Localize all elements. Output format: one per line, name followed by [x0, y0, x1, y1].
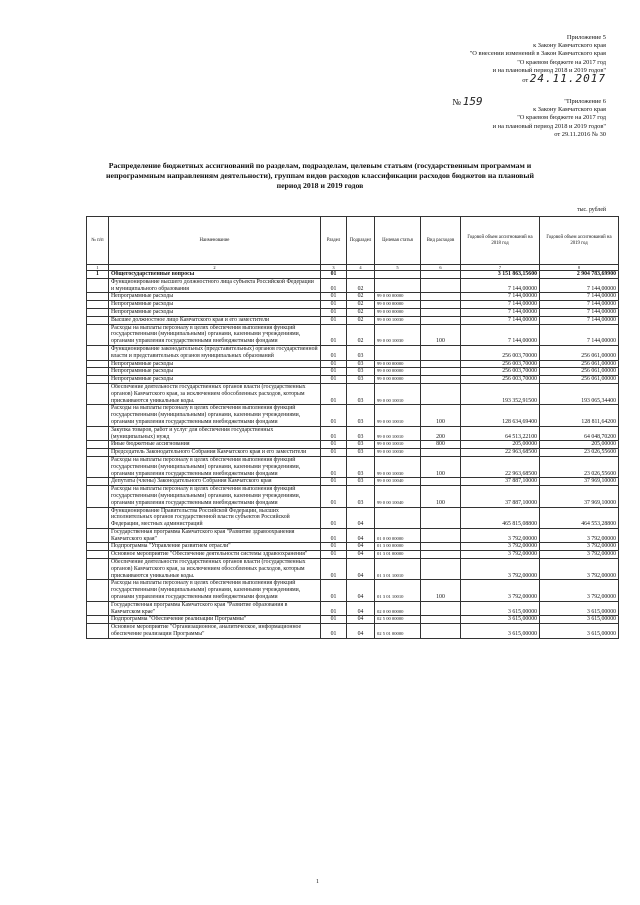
cell-expense-type — [421, 383, 461, 404]
cell-expense-type: 100 — [421, 405, 461, 426]
cell-volume-2018: 7 144,00000 — [461, 324, 540, 345]
appendix-header — [470, 34, 606, 85]
cell-volume-2019: 205,00000 — [540, 441, 619, 449]
table-row — [87, 405, 619, 426]
cell-target-item: 99 0 00 10010 — [375, 441, 421, 449]
cell-expense-type — [421, 559, 461, 580]
cell-volume-2018: 22 963,68500 — [461, 449, 540, 457]
cell-row-number — [87, 528, 109, 543]
cell-name: Государственная программа Камчатского края "Развитие здравоохранения Камчатского края" — [109, 528, 321, 543]
cell-volume-2019: 256 061,00000 — [540, 376, 619, 384]
cell-section: 01 — [321, 601, 347, 616]
cell-section: 01 — [321, 271, 347, 279]
cell-row-number — [87, 308, 109, 316]
cell-expense-type — [421, 293, 461, 301]
table-row — [87, 624, 619, 639]
appendix-header-line: Приложение 5 — [566, 34, 606, 41]
cell-volume-2019: 23 026,55600 — [540, 456, 619, 477]
header-section: Раздел — [321, 217, 347, 265]
cell-subsection: 03 — [347, 405, 375, 426]
cell-subsection: 03 — [347, 456, 375, 477]
cell-volume-2019: 464 553,28800 — [540, 507, 619, 528]
cell-subsection: 04 — [347, 559, 375, 580]
cell-expense-type — [421, 543, 461, 551]
cell-expense-type: 100 — [421, 486, 461, 507]
cell-row-number — [87, 301, 109, 309]
cell-volume-2019: 256 061,00000 — [540, 360, 619, 368]
cell-volume-2018: 3 792,00000 — [461, 543, 540, 551]
cell-volume-2018: 7 144,00000 — [461, 308, 540, 316]
cell-section: 01 — [321, 486, 347, 507]
handwritten-number: 159 — [462, 95, 483, 108]
table-row — [87, 449, 619, 457]
appendix-header-line: "О краевом бюджете на 2017 год — [517, 58, 606, 66]
cell-expense-type: 100 — [421, 580, 461, 601]
cell-volume-2019: 2 904 783,69900 — [540, 271, 619, 279]
cell-subsection: 04 — [347, 601, 375, 616]
cell-row-number — [87, 551, 109, 559]
cell-target-item: 01 3 01 10010 — [375, 580, 421, 601]
cell-subsection: 02 — [347, 301, 375, 309]
cell-volume-2019: 193 065,34400 — [540, 383, 619, 404]
cell-section: 01 — [321, 543, 347, 551]
cell-volume-2019: 7 144,00000 — [540, 324, 619, 345]
cell-row-number — [87, 278, 109, 293]
cell-section: 01 — [321, 456, 347, 477]
cell-volume-2018: 205,00000 — [461, 441, 540, 449]
cell-volume-2018: 3 615,00000 — [461, 616, 540, 624]
cell-row-number — [87, 376, 109, 384]
cell-name: Расходы на выплаты персоналу в целях обеспечения выполнения функций государственными (муниципальными) органами, казенными учреждениями, органами управления государственными внебюджетными фондами — [109, 486, 321, 507]
cell-expense-type — [421, 368, 461, 376]
column-index: 4 — [347, 265, 375, 271]
previous-appendix-header-line: к Закону Камчатского края — [533, 106, 606, 114]
cell-name: Расходы на выплаты персоналу в целях обеспечения выполнения функций государственными (муниципальными) органами, казенными учреждениями, органами управления государственными внебюджетными фондами — [109, 456, 321, 477]
column-index: 7 — [461, 265, 540, 271]
cell-volume-2019: 7 144,00000 — [540, 301, 619, 309]
cell-expense-type — [421, 316, 461, 324]
cell-section: 01 — [321, 624, 347, 639]
cell-subsection: 03 — [347, 368, 375, 376]
cell-target-item: 02 5 01 00000 — [375, 624, 421, 639]
cell-target-item — [375, 278, 421, 293]
cell-section: 01 — [321, 507, 347, 528]
cell-row-number — [87, 316, 109, 324]
cell-expense-type — [421, 376, 461, 384]
cell-section: 01 — [321, 405, 347, 426]
page-number: 1 — [316, 879, 319, 885]
cell-name: Общегосударственные вопросы — [109, 271, 321, 279]
cell-name: Депутаты (члены) Законодательного Собрания Камчатского края — [109, 478, 321, 486]
cell-row-number — [87, 441, 109, 449]
cell-volume-2019: 64 048,70200 — [540, 426, 619, 441]
cell-section: 01 — [321, 316, 347, 324]
cell-name: Обеспечение деятельности государственных органов власти (государственных органов) Камчатского края, за исключением обособленных расходов, которым присваиваются уникальные коды. — [109, 559, 321, 580]
cell-target-item: 02 5 00 00000 — [375, 616, 421, 624]
cell-volume-2019: 3 792,00000 — [540, 559, 619, 580]
cell-name: Расходы на выплаты персоналу в целях обеспечения выполнения функций государственными (муниципальными) органами, казенными учреждениями, органами управления государственными внебюджетными фондами — [109, 580, 321, 601]
cell-section: 01 — [321, 383, 347, 404]
table-row — [87, 543, 619, 551]
cell-expense-type: 100 — [421, 456, 461, 477]
cell-target-item — [375, 507, 421, 528]
cell-expense-type — [421, 507, 461, 528]
cell-target-item: 99 0 00 10040 — [375, 478, 421, 486]
cell-expense-type — [421, 601, 461, 616]
header-volume-2018: Годовой объем ассигнований на 2018 год — [461, 217, 540, 265]
cell-expense-type — [421, 624, 461, 639]
cell-target-item: 99 0 00 10010 — [375, 383, 421, 404]
cell-expense-type: 800 — [421, 441, 461, 449]
cell-expense-type — [421, 301, 461, 309]
cell-expense-type — [421, 308, 461, 316]
appendix-header-line: к Закону Камчатского края — [533, 42, 606, 50]
cell-volume-2018: 465 815,08800 — [461, 507, 540, 528]
cell-subsection: 04 — [347, 543, 375, 551]
cell-target-item: 01 3 00 00000 — [375, 543, 421, 551]
cell-volume-2019: 3 792,00000 — [540, 543, 619, 551]
cell-expense-type — [421, 551, 461, 559]
cell-row-number — [87, 360, 109, 368]
cell-name: Непрограммные расходы — [109, 293, 321, 301]
cell-target-item — [375, 271, 421, 279]
cell-target-item: 01 3 01 10010 — [375, 559, 421, 580]
cell-subsection: 04 — [347, 616, 375, 624]
table-row — [87, 360, 619, 368]
cell-expense-type: 100 — [421, 324, 461, 345]
cell-subsection: 03 — [347, 345, 375, 360]
table-row — [87, 368, 619, 376]
cell-volume-2019: 7 144,00000 — [540, 308, 619, 316]
cell-volume-2018: 7 144,00000 — [461, 301, 540, 309]
cell-row-number — [87, 559, 109, 580]
cell-volume-2018: 3 151 863,15600 — [461, 271, 540, 279]
cell-section: 01 — [321, 278, 347, 293]
cell-name: Подпрограмма "Обеспечение реализации Программы" — [109, 616, 321, 624]
cell-section: 01 — [321, 301, 347, 309]
header-target-item: Целевая статья — [375, 217, 421, 265]
cell-section: 01 — [321, 441, 347, 449]
previous-appendix-header-line: "О краевом бюджете на 2017 год — [517, 114, 606, 122]
cell-subsection: 04 — [347, 551, 375, 559]
cell-volume-2018: 3 792,00000 — [461, 580, 540, 601]
cell-subsection: 04 — [347, 580, 375, 601]
cell-target-item: 99 0 00 00000 — [375, 360, 421, 368]
cell-section: 01 — [321, 376, 347, 384]
cell-name: Подпрограмма "Управление развитием отрасли" — [109, 543, 321, 551]
handwritten-date: 24.11.2017 — [529, 72, 606, 86]
cell-volume-2019: 3 615,00000 — [540, 616, 619, 624]
cell-row-number — [87, 456, 109, 477]
cell-name: Функционирование законодательных (представительных) органов государственной власти и представительных органов муниципальных образований — [109, 345, 321, 360]
table-row — [87, 528, 619, 543]
cell-row-number — [87, 405, 109, 426]
cell-row-number: 1 — [87, 271, 109, 279]
table-row — [87, 271, 619, 279]
cell-row-number — [87, 543, 109, 551]
cell-volume-2019: 7 144,00000 — [540, 316, 619, 324]
table-row — [87, 559, 619, 580]
cell-subsection: 03 — [347, 360, 375, 368]
cell-target-item: 99 0 00 10030 — [375, 449, 421, 457]
cell-name: Иные бюджетные ассигнования — [109, 441, 321, 449]
cell-name: Расходы на выплаты персоналу в целях обеспечения выполнения функций государственными (муниципальными) органами, казенными учреждениями, органами управления государственными внебюджетными фондами — [109, 324, 321, 345]
previous-appendix-header — [452, 95, 606, 139]
header-volume-2019: Годовой объем ассигнований на 2019 год — [540, 217, 619, 265]
cell-volume-2019: 3 792,00000 — [540, 580, 619, 601]
cell-volume-2018: 3 792,00000 — [461, 559, 540, 580]
cell-target-item: 99 0 00 00000 — [375, 368, 421, 376]
cell-row-number — [87, 368, 109, 376]
cell-name: Председатель Законодательного Собрания Камчатского края и его заместители — [109, 449, 321, 457]
cell-subsection: 02 — [347, 316, 375, 324]
cell-section: 01 — [321, 559, 347, 580]
previous-appendix-header-line: от 29.11.2016 № 30 — [554, 130, 606, 138]
cell-name: Закупка товаров, работ и услуг для обеспечения государственных (муниципальных) нужд — [109, 426, 321, 441]
cell-subsection: 04 — [347, 624, 375, 639]
cell-subsection: 03 — [347, 441, 375, 449]
appendix-header-line: "О внесении изменений в Закон Камчатского края — [469, 50, 606, 58]
table-row — [87, 316, 619, 324]
cell-subsection: 02 — [347, 324, 375, 345]
cell-row-number — [87, 383, 109, 404]
cell-name: Расходы на выплаты персоналу в целях обеспечения выполнения функций государственными (муниципальными) органами, казенными учреждениями, органами управления государственными внебюджетными фондами — [109, 405, 321, 426]
cell-section: 01 — [321, 368, 347, 376]
cell-row-number — [87, 507, 109, 528]
column-index: 5 — [375, 265, 421, 271]
cell-name: Основное мероприятие "Обеспечение деятельности системы здравоохранения" — [109, 551, 321, 559]
cell-expense-type — [421, 360, 461, 368]
cell-expense-type — [421, 345, 461, 360]
cell-name: Непрограммные расходы — [109, 360, 321, 368]
cell-volume-2019: 3 792,00000 — [540, 551, 619, 559]
cell-row-number — [87, 624, 109, 639]
cell-subsection: 02 — [347, 293, 375, 301]
cell-expense-type — [421, 271, 461, 279]
number-sign: № — [452, 97, 461, 107]
cell-volume-2018: 3 615,00000 — [461, 601, 540, 616]
cell-volume-2018: 7 144,00000 — [461, 293, 540, 301]
cell-name: Высшее должностное лицо Камчатского края и его заместители — [109, 316, 321, 324]
cell-name: Обеспечение деятельности государственных органов власти (государственных органов) Камчатского края, за исключением обособленных расходов, которым присваиваются уникальные коды. — [109, 383, 321, 404]
table-row — [87, 601, 619, 616]
law-date-stamp — [470, 72, 606, 86]
cell-volume-2019: 3 792,00000 — [540, 528, 619, 543]
table-row — [87, 580, 619, 601]
cell-volume-2018: 7 144,00000 — [461, 316, 540, 324]
cell-section: 01 — [321, 426, 347, 441]
column-index: 1 — [87, 265, 109, 271]
cell-volume-2019: 256 061,00000 — [540, 368, 619, 376]
table-row — [87, 324, 619, 345]
table-row — [87, 478, 619, 486]
table-row — [87, 507, 619, 528]
table-row — [87, 551, 619, 559]
cell-section: 01 — [321, 616, 347, 624]
header-number: № п/п — [87, 217, 109, 265]
column-index: 6 — [421, 265, 461, 271]
cell-volume-2018: 7 144,00000 — [461, 278, 540, 293]
table-row — [87, 616, 619, 624]
cell-volume-2018: 256 003,70000 — [461, 360, 540, 368]
units-label: тыс. рублей — [577, 207, 606, 213]
cell-expense-type — [421, 616, 461, 624]
cell-name: Функционирование высшего должностного лица субъекта Российской Федерации и муниципального образования — [109, 278, 321, 293]
cell-name: Государственная программа Камчатского края "Развитие образования в Камчатском крае" — [109, 601, 321, 616]
table-row — [87, 441, 619, 449]
cell-section: 01 — [321, 308, 347, 316]
cell-subsection: 03 — [347, 376, 375, 384]
cell-subsection: 03 — [347, 426, 375, 441]
cell-row-number — [87, 601, 109, 616]
cell-target-item: 99 0 00 00000 — [375, 308, 421, 316]
cell-expense-type — [421, 449, 461, 457]
table-row — [87, 383, 619, 404]
cell-name: Непрограммные расходы — [109, 368, 321, 376]
cell-volume-2018: 3 615,00000 — [461, 624, 540, 639]
document-title: Распределение бюджетных ассигнований по разделам, подразделам, целевым статьям (государственным программам и непрограммным направлениям деятельности), группам видов расходов классификации расходов бюджетов на плановый период 2018 и 2019 годов — [106, 161, 534, 190]
cell-target-item: 99 0 00 00000 — [375, 301, 421, 309]
cell-expense-type: 200 — [421, 426, 461, 441]
cell-target-item: 99 0 00 00000 — [375, 376, 421, 384]
cell-row-number — [87, 426, 109, 441]
table-row — [87, 278, 619, 293]
cell-target-item: 99 0 00 10010 — [375, 426, 421, 441]
cell-volume-2018: 256 003,70000 — [461, 345, 540, 360]
cell-subsection: 03 — [347, 383, 375, 404]
cell-row-number — [87, 324, 109, 345]
cell-name: Основное мероприятие "Организационное, аналитическое, информационное обеспечение реализации Программы" — [109, 624, 321, 639]
cell-subsection — [347, 271, 375, 279]
table-row — [87, 301, 619, 309]
cell-row-number — [87, 580, 109, 601]
table-row — [87, 345, 619, 360]
cell-volume-2018: 256 003,70000 — [461, 368, 540, 376]
cell-section: 01 — [321, 528, 347, 543]
cell-volume-2019: 3 615,00000 — [540, 601, 619, 616]
cell-target-item: 01 3 01 00000 — [375, 551, 421, 559]
cell-row-number — [87, 345, 109, 360]
cell-target-item: 99 0 00 10030 — [375, 316, 421, 324]
cell-name: Функционирование Правительства Российской Федерации, высших исполнительных органов государственной власти субъектов Российской Федерации, местных администраций — [109, 507, 321, 528]
table-row — [87, 426, 619, 441]
cell-subsection: 02 — [347, 278, 375, 293]
cell-volume-2018: 3 792,00000 — [461, 528, 540, 543]
previous-appendix-header-line: "Приложение 6 — [564, 98, 606, 105]
law-number — [452, 95, 488, 108]
cell-subsection: 02 — [347, 308, 375, 316]
cell-row-number — [87, 449, 109, 457]
table-row — [87, 376, 619, 384]
cell-volume-2018: 22 963,68500 — [461, 456, 540, 477]
cell-section: 01 — [321, 478, 347, 486]
cell-row-number — [87, 486, 109, 507]
cell-target-item: 99 0 00 00000 — [375, 293, 421, 301]
header-name: Наименование — [109, 217, 321, 265]
cell-subsection: 03 — [347, 486, 375, 507]
cell-section: 01 — [321, 345, 347, 360]
cell-volume-2018: 64 513,22100 — [461, 426, 540, 441]
table-body — [87, 271, 619, 639]
cell-volume-2019: 23 026,55600 — [540, 449, 619, 457]
cell-row-number — [87, 616, 109, 624]
cell-expense-type — [421, 278, 461, 293]
cell-target-item — [375, 345, 421, 360]
previous-appendix-header-line: и на плановый период 2018 и 2019 годов" — [492, 122, 606, 130]
cell-target-item: 99 0 00 10030 — [375, 456, 421, 477]
cell-row-number — [87, 293, 109, 301]
table-row — [87, 308, 619, 316]
cell-target-item: 99 0 00 10030 — [375, 324, 421, 345]
cell-section: 01 — [321, 551, 347, 559]
cell-subsection: 03 — [347, 449, 375, 457]
budget-allocation-table — [86, 216, 619, 639]
table-row — [87, 486, 619, 507]
cell-section: 01 — [321, 324, 347, 345]
cell-volume-2019: 256 061,00000 — [540, 345, 619, 360]
cell-volume-2019: 3 615,00000 — [540, 624, 619, 639]
column-index: 3 — [321, 265, 347, 271]
cell-section: 01 — [321, 360, 347, 368]
appendix-header-line: и на плановый период 2018 и 2019 годов" — [492, 66, 606, 74]
cell-volume-2018: 3 792,00000 — [461, 551, 540, 559]
table-row — [87, 456, 619, 477]
cell-target-item: 99 0 00 10010 — [375, 405, 421, 426]
cell-subsection: 03 — [347, 478, 375, 486]
table-header-row — [87, 217, 619, 265]
cell-section: 01 — [321, 580, 347, 601]
cell-section: 01 — [321, 293, 347, 301]
cell-volume-2018: 128 634,69400 — [461, 405, 540, 426]
cell-name: Непрограммные расходы — [109, 376, 321, 384]
cell-volume-2018: 256 003,70000 — [461, 376, 540, 384]
header-subsection: Подраздел — [347, 217, 375, 265]
cell-row-number — [87, 478, 109, 486]
cell-name: Непрограммные расходы — [109, 301, 321, 309]
cell-volume-2019: 7 144,00000 — [540, 293, 619, 301]
table-row — [87, 293, 619, 301]
cell-subsection: 04 — [347, 528, 375, 543]
cell-volume-2019: 37 969,10000 — [540, 478, 619, 486]
cell-target-item: 01 0 00 00000 — [375, 528, 421, 543]
cell-target-item: 99 0 00 10040 — [375, 486, 421, 507]
cell-volume-2019: 37 969,10000 — [540, 486, 619, 507]
cell-name: Непрограммные расходы — [109, 308, 321, 316]
cell-volume-2018: 37 887,10000 — [461, 486, 540, 507]
cell-volume-2018: 193 352,91500 — [461, 383, 540, 404]
date-prefix: от — [522, 77, 529, 85]
column-index: 8 — [540, 265, 619, 271]
cell-volume-2019: 7 144,00000 — [540, 278, 619, 293]
cell-expense-type — [421, 528, 461, 543]
cell-subsection: 04 — [347, 507, 375, 528]
header-expense-type: Вид расходов — [421, 217, 461, 265]
cell-volume-2019: 128 811,64200 — [540, 405, 619, 426]
cell-volume-2018: 37 887,10000 — [461, 478, 540, 486]
cell-expense-type — [421, 478, 461, 486]
cell-target-item: 02 0 00 00000 — [375, 601, 421, 616]
cell-section: 01 — [321, 449, 347, 457]
column-index: 2 — [109, 265, 321, 271]
